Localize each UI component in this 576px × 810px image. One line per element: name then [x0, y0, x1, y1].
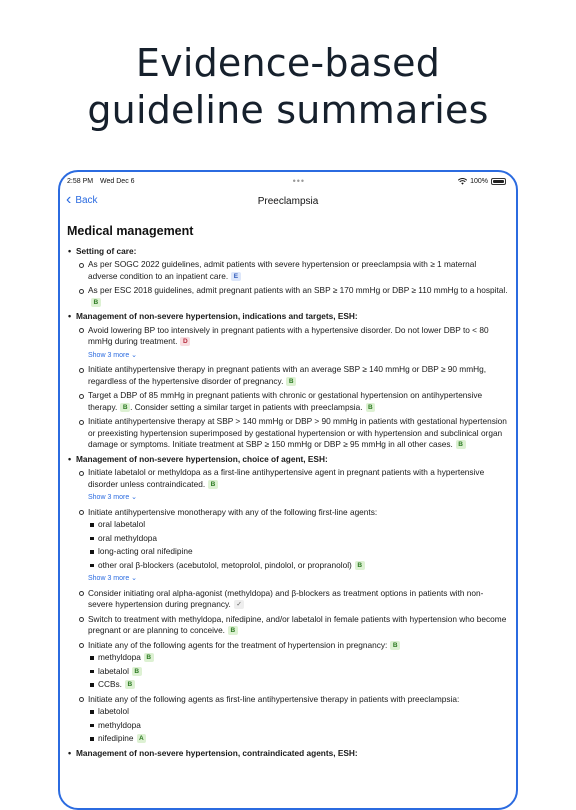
recommendation-text: Initiate labetalol or methyldopa as a first-line antihypertensive agent in pregnant patients with a hypertensive disorder unless contraindicated.: [88, 467, 485, 489]
evidence-badge[interactable]: B: [390, 641, 400, 650]
back-label: Back: [75, 194, 98, 206]
group-heading: • Setting of care:: [76, 245, 137, 256]
headline-line-1: Evidence-based: [135, 41, 441, 85]
evidence-badge[interactable]: D: [180, 337, 190, 346]
recommendation-item: [76, 588, 508, 611]
agent-item: [88, 533, 508, 545]
recommendation-item: [76, 390, 508, 413]
show-more-link[interactable]: Show 3 more ⌄: [88, 494, 138, 501]
recommendation-list: [76, 467, 508, 745]
evidence-badge[interactable]: B: [144, 653, 154, 662]
status-bar: [60, 173, 516, 189]
agent-item: [88, 720, 508, 732]
group-heading: • Management of non-severe hypertension, contraindicated agents, ESH:: [76, 747, 358, 758]
agent-list: [88, 706, 508, 745]
recommendation-list: [76, 325, 508, 451]
recommendation-item: [76, 364, 508, 387]
agent-text: methyldopa: [98, 719, 141, 730]
headline-line-2: guideline summaries: [87, 88, 489, 132]
agent-text: methyldopa: [98, 652, 141, 662]
agent-item: [88, 652, 508, 664]
recommendation-item: [76, 640, 508, 691]
recommendation-text: Switch to treatment with methyldopa, nifedipine, and/or labetalol in female patients with hypertension who become pregnant or are planning to conceive.: [88, 613, 507, 635]
recommendation-text: Initiate any of the following agents as first-line antihypertensive therapy in patients with preeclampsia:: [88, 693, 460, 704]
status-right: [458, 178, 506, 185]
evidence-badge[interactable]: B: [132, 667, 142, 676]
evidence-badge[interactable]: ✓: [234, 600, 244, 609]
evidence-badge[interactable]: B: [286, 377, 296, 386]
status-left: [67, 178, 140, 185]
show-more-link[interactable]: Show 3 more ⌄: [88, 575, 138, 582]
guideline-group: [67, 454, 508, 745]
battery-percent: 100%: [470, 177, 488, 185]
evidence-badge[interactable]: E: [231, 272, 240, 281]
recommendation-text: Initiate antihypertensive therapy at SBP > 140 mmHg or DBP > 90 mmHg in patients with gestational hypertension or preexisting hypertension superimposed by gestational hypertension or with hypertension and subclinical organ damage or symptoms. Initiate treatment at SBP ≥ 150 mmHg or DBP ≥ 95 mmHg in all other cases.: [88, 416, 507, 449]
group-heading: • Management of non-severe hypertension, indications and targets, ESH:: [76, 311, 358, 321]
recommendation-text: Initiate antihypertensive therapy in pregnant patients with an average SBP ≥ 140 mmHg or DBP ≥ 90 mmHg, regardless of the hypertensive disorder of pregnancy.: [88, 364, 487, 386]
guideline-group: [67, 311, 508, 451]
recommendation-item: [76, 259, 508, 282]
chevron-left-icon: ‹: [66, 191, 72, 208]
evidence-badge[interactable]: B: [91, 298, 101, 307]
headline: [0, 40, 576, 134]
recommendation-item: [76, 467, 508, 504]
recommendation-item: [76, 285, 508, 308]
agent-text: labetolol: [98, 706, 129, 716]
agent-item: [88, 546, 508, 558]
agent-text: nifedipine: [98, 733, 134, 743]
evidence-badge[interactable]: B: [355, 561, 365, 570]
evidence-badge[interactable]: B: [208, 480, 218, 489]
page-title: Preeclampsia: [257, 195, 319, 207]
content: [60, 226, 516, 759]
evidence-badge[interactable]: B: [456, 440, 466, 449]
status-date: Wed Dec 6: [100, 177, 135, 185]
back-button[interactable]: [66, 193, 98, 207]
status-time: 2:58 PM: [67, 177, 94, 185]
nav-bar: [60, 189, 516, 213]
guideline-list: [67, 246, 508, 760]
recommendation-item: [76, 614, 508, 637]
show-more-link[interactable]: Show 3 more ⌄: [88, 351, 138, 359]
evidence-badge[interactable]: B: [120, 403, 130, 412]
section-title: Medical management: [67, 224, 194, 238]
recommendation-text: . Consider setting a similar target in patients with preeclampsia.: [130, 401, 363, 412]
device-frame: [58, 170, 518, 810]
evidence-badge[interactable]: B: [125, 680, 135, 689]
agent-text: long-acting oral nifedipine: [98, 546, 193, 556]
agent-item: [88, 560, 508, 572]
evidence-badge[interactable]: A: [137, 734, 147, 743]
agent-text: oral labetalol: [98, 519, 146, 529]
agent-text: other oral β-blockers (acebutolol, metoprolol, pindolol, or propranolol): [98, 559, 352, 570]
guideline-group: [67, 748, 508, 760]
recommendation-item: [76, 325, 508, 362]
recommendation-item: [76, 694, 508, 745]
agent-list: [88, 652, 508, 691]
agent-item: [88, 733, 508, 745]
evidence-badge[interactable]: B: [366, 403, 376, 412]
multitask-dots-icon[interactable]: •••: [292, 176, 306, 186]
battery-icon: [491, 178, 506, 185]
recommendation-text: Avoid lowering BP too intensively in pregnant patients with a hypertensive disorder. Do not lower DBP to < 80 mmHg during treatment.: [88, 324, 489, 346]
agent-text: oral methyldopa: [98, 532, 158, 543]
agent-text: labetalol: [98, 665, 129, 676]
recommendation-list: [76, 259, 508, 308]
wifi-icon: [458, 178, 467, 185]
agent-item: [88, 666, 508, 678]
recommendation-text: Initiate antihypertensive monotherapy with any of the following first-line agents:: [88, 506, 378, 517]
guideline-group: [67, 246, 508, 309]
recommendation-item: [76, 507, 508, 585]
recommendation-text: Consider initiating oral alpha-agonist (methyldopa) and β-blockers as treatment options in patients with non-severe hypertension during pregnancy.: [88, 587, 484, 609]
agent-item: [88, 706, 508, 718]
recommendation-text: Initiate any of the following agents for the treatment of hypertension in pregnancy:: [88, 639, 388, 650]
recommendation-text: As per ESC 2018 guidelines, admit pregnant patients with an SBP ≥ 170 mmHg or DBP ≥ 110 mmHg to a hospital.: [88, 285, 508, 295]
agent-list: [88, 519, 508, 571]
recommendation-text: As per SOGC 2022 guidelines, admit patients with severe hypertension or preeclampsia with ≥ 1 maternal adverse condition to an inpatient care.: [88, 259, 477, 281]
evidence-badge[interactable]: B: [228, 626, 238, 635]
agent-item: [88, 679, 508, 691]
recommendation-text: Target a DBP of 85 mmHg in pregnant patients with chronic or gestational hypertension on antihypertensive therapy.: [88, 390, 483, 412]
recommendation-item: [76, 416, 508, 451]
agent-item: [88, 519, 508, 531]
group-heading: • Management of non-severe hypertension, choice of agent, ESH:: [76, 453, 328, 464]
agent-text: CCBs.: [98, 679, 122, 689]
